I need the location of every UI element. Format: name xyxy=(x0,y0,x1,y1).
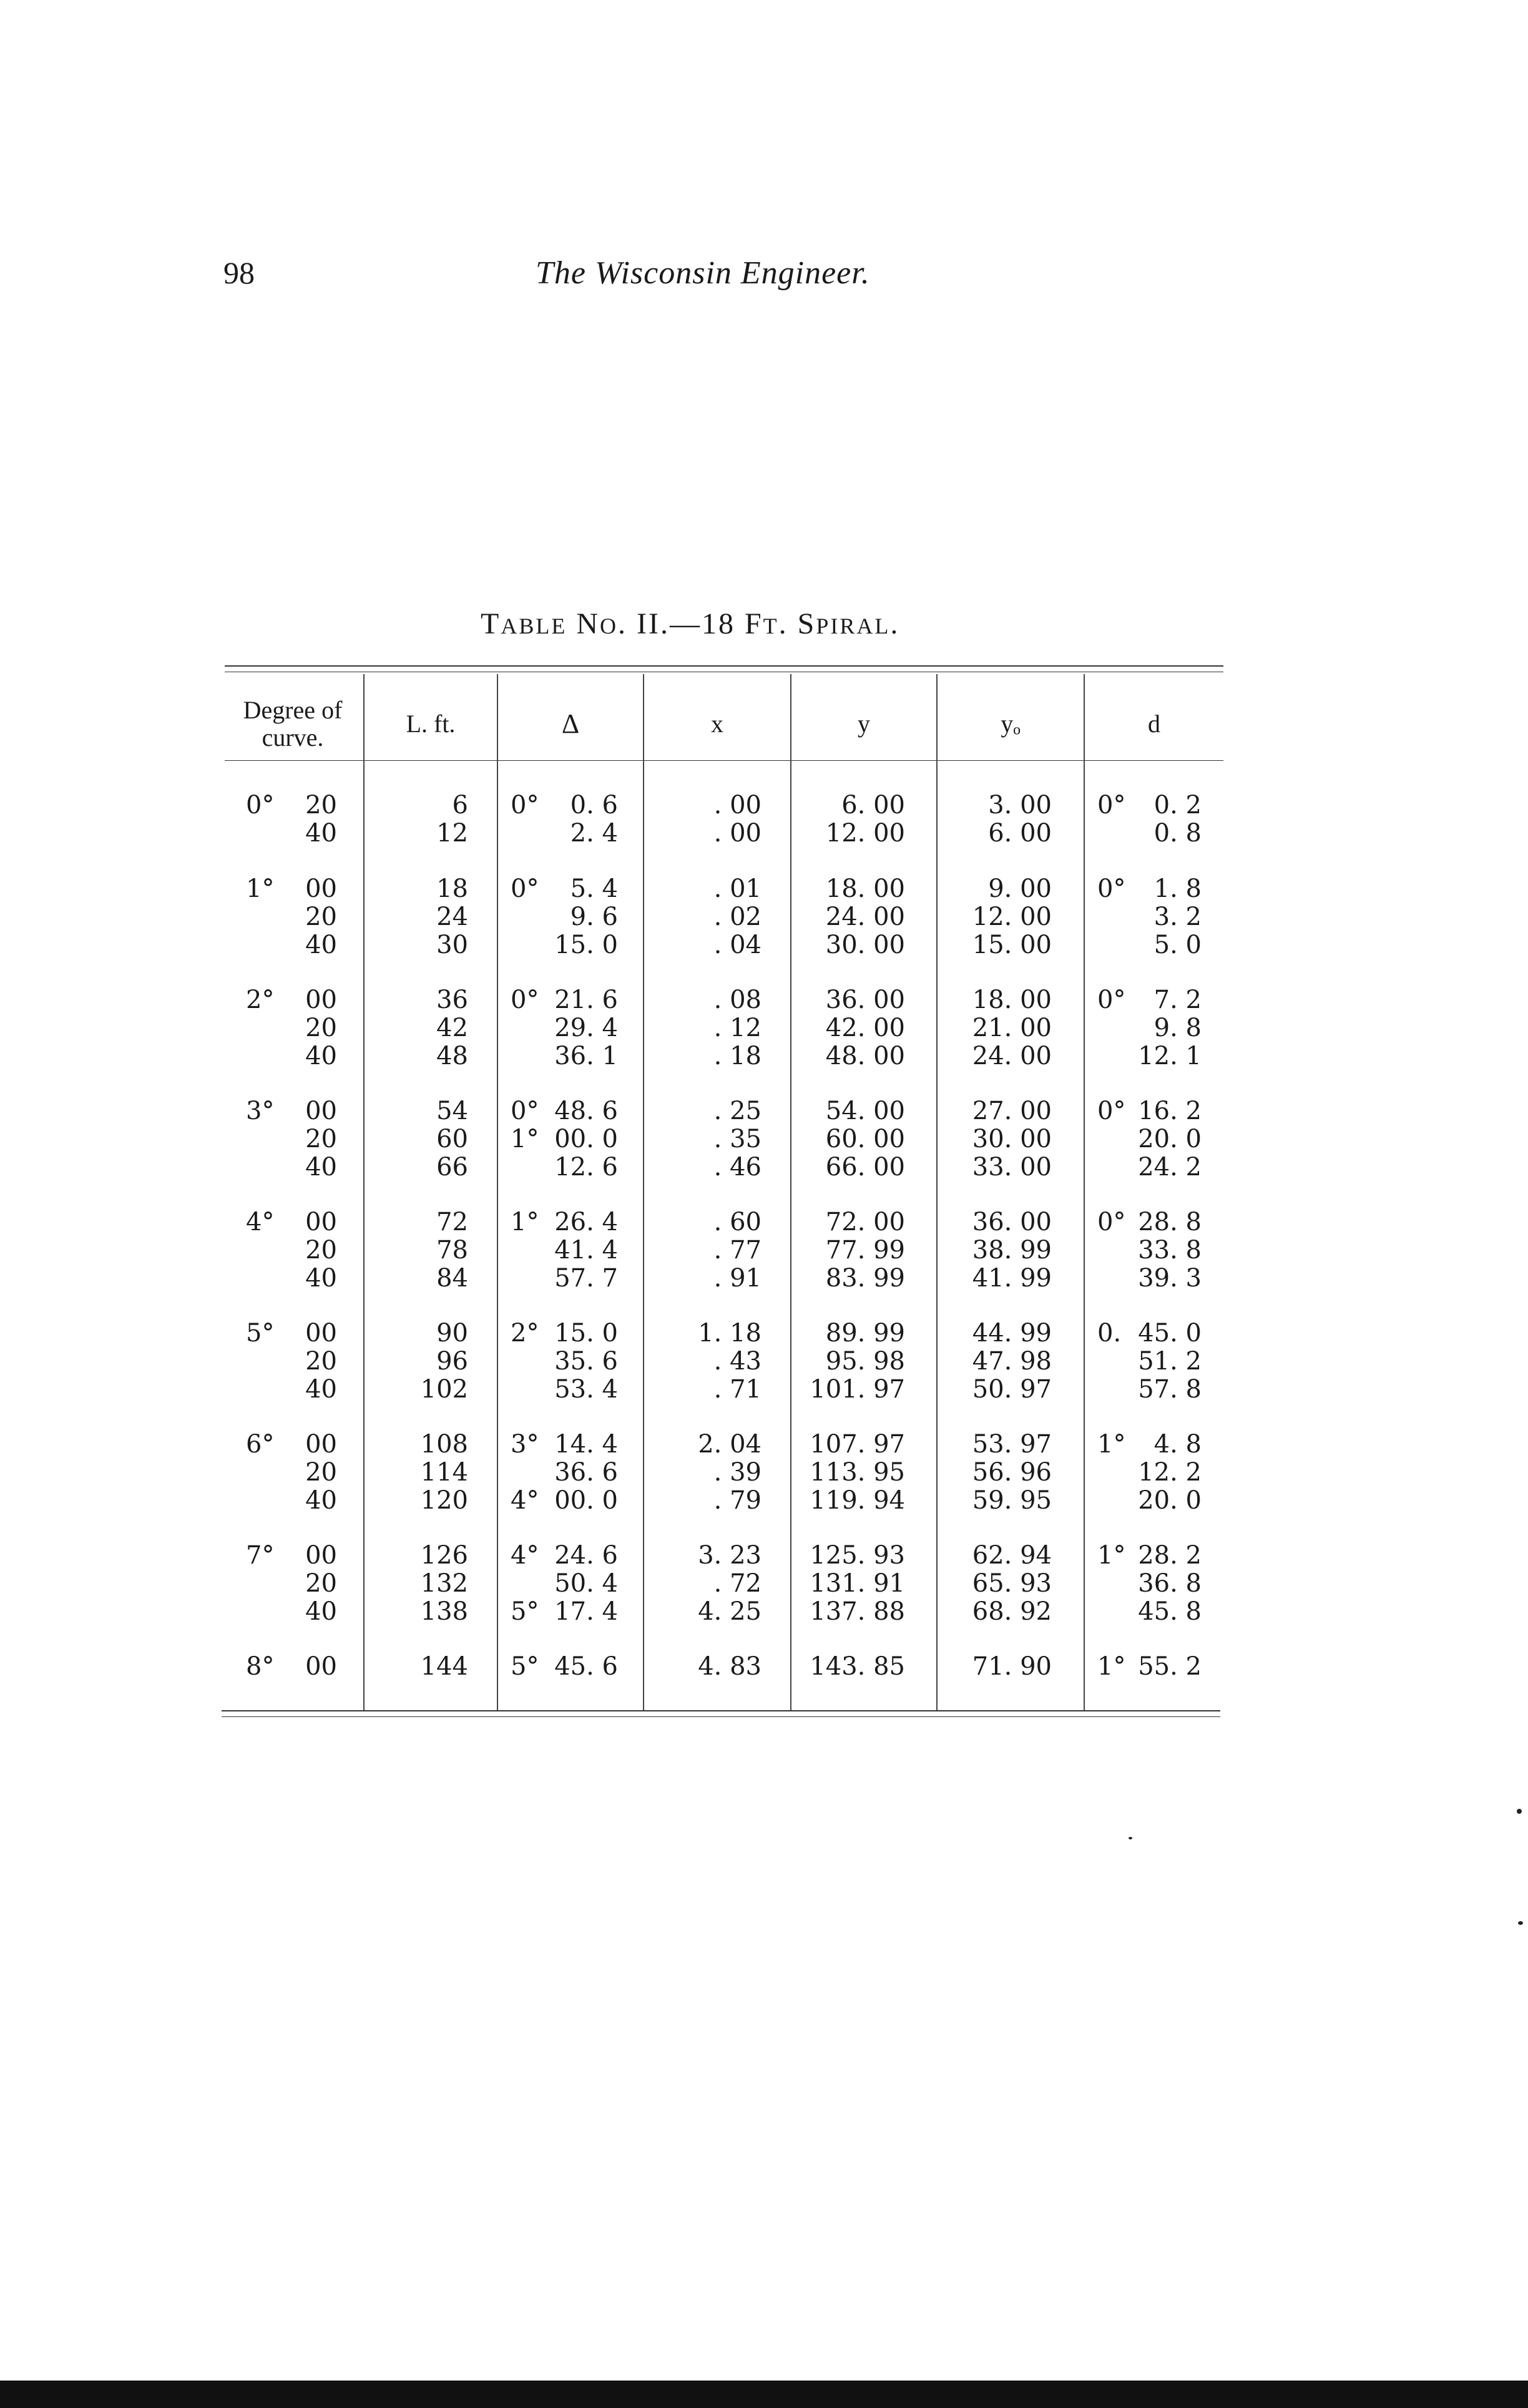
minutes-cell: 00 xyxy=(305,1652,337,1681)
header-degree-of-curve: Degree of curve. xyxy=(243,696,343,751)
row-group xyxy=(0,1431,1528,1515)
d-value-cell: 20. 0 xyxy=(1138,1486,1202,1515)
x-cell: . 43 xyxy=(713,1347,762,1376)
delta-degrees-cell: 0° xyxy=(511,874,539,903)
x-cell: . 04 xyxy=(713,931,762,959)
row-group xyxy=(0,875,1528,959)
y-cell: 24. 00 xyxy=(825,903,905,931)
degree-cell: 2° xyxy=(246,986,275,1014)
length-cell: 120 xyxy=(420,1486,468,1515)
table-top-rule xyxy=(225,665,1223,667)
minutes-cell: 40 xyxy=(305,1597,337,1626)
x-cell: . 35 xyxy=(713,1125,762,1153)
minutes-cell: 20 xyxy=(305,1125,337,1153)
table-bottom-rule xyxy=(222,1710,1220,1711)
d-degrees-cell: 1° xyxy=(1097,1652,1126,1681)
degree-cell: 5° xyxy=(246,1319,275,1348)
y-cell: 48. 00 xyxy=(825,1042,905,1070)
table-row xyxy=(0,1459,1528,1487)
delta-minutes-cell: 48. 6 xyxy=(554,1097,618,1125)
table-row xyxy=(0,1487,1528,1515)
yo-cell: 27. 00 xyxy=(972,1097,1052,1125)
yo-cell: 15. 00 xyxy=(972,931,1052,959)
header-yo: yₒ xyxy=(1001,710,1021,738)
x-cell: . 77 xyxy=(713,1236,762,1265)
delta-degrees-cell: 4° xyxy=(511,1541,539,1570)
d-degrees-cell: 0. xyxy=(1097,1319,1122,1348)
y-cell: 137. 88 xyxy=(810,1597,905,1626)
yo-cell: 50. 97 xyxy=(972,1375,1052,1404)
row-group xyxy=(0,791,1528,848)
table-row xyxy=(0,1348,1528,1376)
y-cell: 131. 91 xyxy=(810,1569,905,1598)
minutes-cell: 20 xyxy=(305,1347,337,1376)
length-cell: 24 xyxy=(436,903,468,931)
minutes-cell: 20 xyxy=(305,1458,337,1487)
x-cell: . 46 xyxy=(713,1153,762,1182)
degree-cell: 6° xyxy=(246,1430,275,1459)
table-row xyxy=(0,1653,1528,1681)
minutes-cell: 00 xyxy=(305,1319,337,1348)
d-degrees-cell: 0° xyxy=(1097,1208,1126,1236)
length-cell: 12 xyxy=(436,819,468,848)
delta-minutes-cell: 57. 7 xyxy=(554,1264,618,1293)
table-title: TABLE NO. II.—18 FT. SPIRAL. xyxy=(481,607,900,640)
table-row xyxy=(0,1014,1528,1042)
delta-minutes-cell: 9. 6 xyxy=(570,903,618,931)
table-bottom-rule-inner xyxy=(222,1716,1220,1717)
y-cell: 143. 85 xyxy=(810,1652,905,1681)
x-cell: . 12 xyxy=(713,1014,762,1042)
x-cell: 1. 18 xyxy=(698,1319,762,1348)
length-cell: 72 xyxy=(436,1208,468,1236)
scan-bottom-bar xyxy=(0,2381,1528,2408)
row-group xyxy=(0,1208,1528,1293)
delta-minutes-cell: 15. 0 xyxy=(554,931,618,959)
yo-cell: 24. 00 xyxy=(972,1042,1052,1070)
table-row xyxy=(0,1125,1528,1153)
header-length: L. ft. xyxy=(406,710,456,738)
d-value-cell: 33. 8 xyxy=(1138,1236,1202,1265)
table-row xyxy=(0,1542,1528,1570)
x-cell: 4. 83 xyxy=(698,1652,762,1681)
yo-cell: 68. 92 xyxy=(972,1597,1052,1626)
minutes-cell: 40 xyxy=(305,819,337,848)
scan-speck xyxy=(1129,1837,1132,1839)
length-cell: 126 xyxy=(420,1541,468,1570)
x-cell: . 25 xyxy=(713,1097,762,1125)
y-cell: 101. 97 xyxy=(810,1375,905,1404)
delta-minutes-cell: 29. 4 xyxy=(554,1014,618,1042)
length-cell: 144 xyxy=(420,1652,468,1681)
table-row xyxy=(0,791,1528,820)
d-value-cell: 20. 0 xyxy=(1138,1125,1202,1153)
y-cell: 66. 00 xyxy=(825,1153,905,1182)
d-value-cell: 55. 2 xyxy=(1138,1652,1202,1681)
x-cell: . 18 xyxy=(713,1042,762,1070)
degree-cell: 4° xyxy=(246,1208,275,1236)
table-row xyxy=(0,1042,1528,1070)
d-degrees-cell: 0° xyxy=(1097,874,1126,903)
d-value-cell: 39. 3 xyxy=(1138,1264,1202,1293)
delta-degrees-cell: 1° xyxy=(511,1208,539,1236)
y-cell: 89. 99 xyxy=(825,1319,905,1348)
y-cell: 113. 95 xyxy=(810,1458,905,1487)
minutes-cell: 40 xyxy=(305,931,337,959)
d-value-cell: 16. 2 xyxy=(1138,1097,1202,1125)
y-cell: 83. 99 xyxy=(825,1264,905,1293)
table-row xyxy=(0,1153,1528,1182)
yo-cell: 6. 00 xyxy=(988,819,1052,848)
table-row xyxy=(0,1431,1528,1459)
length-cell: 6 xyxy=(452,791,468,820)
d-value-cell: 9. 8 xyxy=(1153,1014,1202,1042)
length-cell: 90 xyxy=(436,1319,468,1348)
degree-cell: 1° xyxy=(246,874,275,903)
header-d: d xyxy=(1148,710,1160,738)
minutes-cell: 00 xyxy=(305,1430,337,1459)
minutes-cell: 00 xyxy=(305,874,337,903)
degree-cell: 0° xyxy=(246,791,275,820)
x-cell: . 00 xyxy=(713,819,762,848)
table-row xyxy=(0,1376,1528,1404)
x-cell: 3. 23 xyxy=(698,1541,762,1570)
y-cell: 36. 00 xyxy=(825,986,905,1014)
row-group xyxy=(0,1097,1528,1182)
scan-speck xyxy=(1518,1921,1523,1925)
table-row xyxy=(0,986,1528,1014)
minutes-cell: 00 xyxy=(305,1097,337,1125)
y-cell: 6. 00 xyxy=(841,791,905,820)
delta-degrees-cell: 4° xyxy=(511,1486,539,1515)
delta-minutes-cell: 21. 6 xyxy=(554,986,618,1014)
table-row xyxy=(0,1208,1528,1236)
d-value-cell: 57. 8 xyxy=(1138,1375,1202,1404)
delta-minutes-cell: 41. 4 xyxy=(554,1236,618,1265)
length-cell: 66 xyxy=(436,1153,468,1182)
d-degrees-cell: 0° xyxy=(1097,1097,1126,1125)
delta-minutes-cell: 00. 0 xyxy=(554,1486,618,1515)
minutes-cell: 20 xyxy=(305,1569,337,1598)
table-row xyxy=(0,1570,1528,1598)
delta-degrees-cell: 0° xyxy=(511,791,539,820)
yo-cell: 65. 93 xyxy=(972,1569,1052,1598)
degree-cell: 8° xyxy=(246,1652,275,1681)
length-cell: 48 xyxy=(436,1042,468,1070)
length-cell: 78 xyxy=(436,1236,468,1265)
x-cell: . 72 xyxy=(713,1569,762,1598)
length-cell: 30 xyxy=(436,931,468,959)
y-cell: 77. 99 xyxy=(825,1236,905,1265)
y-cell: 54. 00 xyxy=(825,1097,905,1125)
table-row xyxy=(0,1097,1528,1125)
length-cell: 108 xyxy=(420,1430,468,1459)
x-cell: . 79 xyxy=(713,1486,762,1515)
yo-cell: 18. 00 xyxy=(972,986,1052,1014)
d-degrees-cell: 0° xyxy=(1097,986,1126,1014)
length-cell: 114 xyxy=(420,1458,468,1487)
yo-cell: 59. 95 xyxy=(972,1486,1052,1515)
delta-degrees-cell: 0° xyxy=(511,1097,539,1125)
yo-cell: 44. 99 xyxy=(972,1319,1052,1348)
yo-cell: 53. 97 xyxy=(972,1430,1052,1459)
d-value-cell: 3. 2 xyxy=(1153,903,1202,931)
minutes-cell: 00 xyxy=(305,986,337,1014)
x-cell: . 08 xyxy=(713,986,762,1014)
minutes-cell: 20 xyxy=(305,791,337,820)
yo-cell: 30. 00 xyxy=(972,1125,1052,1153)
minutes-cell: 40 xyxy=(305,1375,337,1404)
d-value-cell: 51. 2 xyxy=(1138,1347,1202,1376)
minutes-cell: 40 xyxy=(305,1264,337,1293)
header-y: y xyxy=(858,710,870,738)
table-row xyxy=(0,820,1528,848)
delta-minutes-cell: 50. 4 xyxy=(554,1569,618,1598)
y-cell: 60. 00 xyxy=(825,1125,905,1153)
header-x: x xyxy=(711,710,723,738)
yo-cell: 33. 00 xyxy=(972,1153,1052,1182)
delta-minutes-cell: 35. 6 xyxy=(554,1347,618,1376)
length-cell: 138 xyxy=(420,1597,468,1626)
length-cell: 54 xyxy=(436,1097,468,1125)
table-row xyxy=(0,1598,1528,1626)
yo-cell: 38. 99 xyxy=(972,1236,1052,1265)
delta-minutes-cell: 5. 4 xyxy=(570,874,618,903)
x-cell: . 60 xyxy=(713,1208,762,1236)
minutes-cell: 40 xyxy=(305,1153,337,1182)
delta-degrees-cell: 5° xyxy=(511,1597,539,1626)
d-value-cell: 7. 2 xyxy=(1153,986,1202,1014)
delta-minutes-cell: 0. 6 xyxy=(570,791,618,820)
d-value-cell: 24. 2 xyxy=(1138,1153,1202,1182)
d-value-cell: 28. 2 xyxy=(1138,1541,1202,1570)
minutes-cell: 20 xyxy=(305,1014,337,1042)
length-cell: 36 xyxy=(436,986,468,1014)
delta-minutes-cell: 12. 6 xyxy=(554,1153,618,1182)
d-value-cell: 4. 8 xyxy=(1153,1430,1202,1459)
d-value-cell: 45. 8 xyxy=(1138,1597,1202,1626)
delta-degrees-cell: 2° xyxy=(511,1319,539,1348)
y-cell: 95. 98 xyxy=(825,1347,905,1376)
d-value-cell: 36. 8 xyxy=(1138,1569,1202,1598)
delta-minutes-cell: 14. 4 xyxy=(554,1430,618,1459)
delta-minutes-cell: 15. 0 xyxy=(554,1319,618,1348)
scan-speck xyxy=(1517,1809,1522,1814)
row-group xyxy=(0,1542,1528,1626)
length-cell: 132 xyxy=(420,1569,468,1598)
x-cell: 4. 25 xyxy=(698,1597,762,1626)
y-cell: 72. 00 xyxy=(825,1208,905,1236)
delta-minutes-cell: 26. 4 xyxy=(554,1208,618,1236)
table-row xyxy=(0,903,1528,931)
degree-cell: 7° xyxy=(246,1541,275,1570)
yo-cell: 36. 00 xyxy=(972,1208,1052,1236)
d-value-cell: 12. 1 xyxy=(1138,1042,1202,1070)
header-delta: Δ xyxy=(561,708,580,739)
x-cell: 2. 04 xyxy=(698,1430,762,1459)
delta-degrees-cell: 1° xyxy=(511,1125,539,1153)
delta-minutes-cell: 53. 4 xyxy=(554,1375,618,1404)
minutes-cell: 40 xyxy=(305,1486,337,1515)
row-group xyxy=(0,1319,1528,1404)
yo-cell: 47. 98 xyxy=(972,1347,1052,1376)
d-value-cell: 5. 0 xyxy=(1153,931,1202,959)
y-cell: 18. 00 xyxy=(825,874,905,903)
delta-degrees-cell: 0° xyxy=(511,986,539,1014)
page-number: 98 xyxy=(223,255,255,290)
y-cell: 42. 00 xyxy=(825,1014,905,1042)
y-cell: 30. 00 xyxy=(825,931,905,959)
yo-cell: 3. 00 xyxy=(988,791,1052,820)
d-value-cell: 45. 0 xyxy=(1138,1319,1202,1348)
length-cell: 60 xyxy=(436,1125,468,1153)
d-value-cell: 0. 8 xyxy=(1153,819,1202,848)
degree-cell: 3° xyxy=(246,1097,275,1125)
y-cell: 12. 00 xyxy=(825,819,905,848)
x-cell: . 02 xyxy=(713,903,762,931)
table-row xyxy=(0,875,1528,903)
length-cell: 96 xyxy=(436,1347,468,1376)
delta-minutes-cell: 36. 6 xyxy=(554,1458,618,1487)
table-row xyxy=(0,1265,1528,1293)
d-degrees-cell: 1° xyxy=(1097,1430,1126,1459)
minutes-cell: 00 xyxy=(305,1541,337,1570)
delta-minutes-cell: 45. 6 xyxy=(554,1652,618,1681)
d-value-cell: 12. 2 xyxy=(1138,1458,1202,1487)
x-cell: . 01 xyxy=(713,874,762,903)
x-cell: . 71 xyxy=(713,1375,762,1404)
delta-degrees-cell: 3° xyxy=(511,1430,539,1459)
yo-cell: 41. 99 xyxy=(972,1264,1052,1293)
delta-minutes-cell: 17. 4 xyxy=(554,1597,618,1626)
d-value-cell: 1. 8 xyxy=(1153,874,1202,903)
length-cell: 18 xyxy=(436,874,468,903)
running-head: The Wisconsin Engineer. xyxy=(536,255,870,291)
x-cell: . 00 xyxy=(713,791,762,820)
minutes-cell: 20 xyxy=(305,903,337,931)
length-cell: 102 xyxy=(420,1375,468,1404)
table-row xyxy=(0,1319,1528,1348)
yo-cell: 62. 94 xyxy=(972,1541,1052,1570)
d-value-cell: 0. 2 xyxy=(1153,791,1202,820)
yo-cell: 21. 00 xyxy=(972,1014,1052,1042)
length-cell: 84 xyxy=(436,1264,468,1293)
row-group xyxy=(0,1653,1528,1681)
y-cell: 107. 97 xyxy=(810,1430,905,1459)
table-row xyxy=(0,931,1528,959)
length-cell: 42 xyxy=(436,1014,468,1042)
delta-minutes-cell: 00. 0 xyxy=(554,1125,618,1153)
minutes-cell: 40 xyxy=(305,1042,337,1070)
y-cell: 125. 93 xyxy=(810,1541,905,1570)
delta-degrees-cell: 5° xyxy=(511,1652,539,1681)
delta-minutes-cell: 36. 1 xyxy=(554,1042,618,1070)
yo-cell: 56. 96 xyxy=(972,1458,1052,1487)
row-group xyxy=(0,986,1528,1070)
delta-minutes-cell: 2. 4 xyxy=(570,819,618,848)
table-row xyxy=(0,1236,1528,1265)
y-cell: 119. 94 xyxy=(810,1486,905,1515)
d-degrees-cell: 1° xyxy=(1097,1541,1126,1570)
x-cell: . 39 xyxy=(713,1458,762,1487)
yo-cell: 12. 00 xyxy=(972,903,1052,931)
yo-cell: 9. 00 xyxy=(988,874,1052,903)
minutes-cell: 20 xyxy=(305,1236,337,1265)
x-cell: . 91 xyxy=(713,1264,762,1293)
d-degrees-cell: 0° xyxy=(1097,791,1126,820)
d-value-cell: 28. 8 xyxy=(1138,1208,1202,1236)
delta-minutes-cell: 24. 6 xyxy=(554,1541,618,1570)
yo-cell: 71. 90 xyxy=(972,1652,1052,1681)
minutes-cell: 00 xyxy=(305,1208,337,1236)
